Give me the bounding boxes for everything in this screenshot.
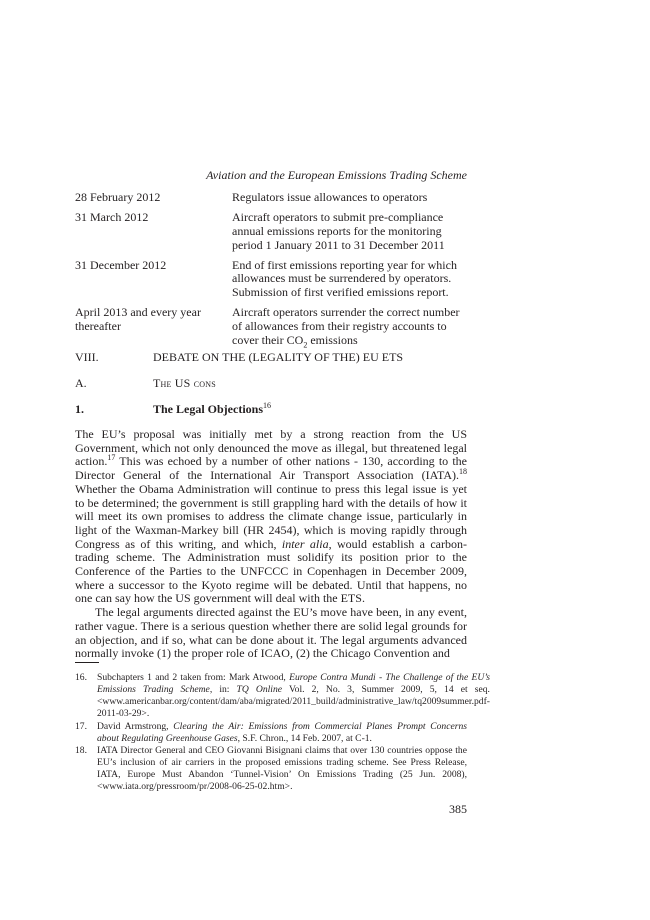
footnote-italic: TQ Online bbox=[236, 683, 283, 695]
footnote-segment: Vol. 2, No. 3, Summer 2009, 5, 14 et seq. <www.americanbar.org/content/dam/aba/migrated/2011_build/administrative_law/tq2009summer.pdf-2011-03-29>. bbox=[97, 683, 490, 719]
footnote-divider bbox=[75, 662, 99, 663]
footnote-ref: 18 bbox=[459, 467, 467, 477]
footnote-ref: 17 bbox=[107, 453, 116, 463]
paragraph bbox=[75, 428, 467, 606]
footnote-segment: , in: bbox=[209, 683, 237, 695]
footnote bbox=[75, 672, 490, 720]
footnote bbox=[75, 721, 467, 745]
footnote-segment: David Armstrong, bbox=[97, 720, 174, 732]
timeline-event-text: emissions bbox=[307, 332, 358, 347]
footnote-italic: Clearing the Air: Emissions from Commercial Planes Prompt Concerns about Regulating Greenhouse Gases bbox=[97, 720, 467, 744]
paragraph-text: This was echoed by a number of other nations - 130, according to the Director General of the International Air Transport Association (IATA). bbox=[75, 454, 467, 483]
timeline-row bbox=[75, 191, 467, 205]
paragraph-italic: inter alia bbox=[281, 536, 329, 551]
timeline-date: 28 February 2012 bbox=[75, 190, 161, 204]
paragraph-text: The EU’s proposal was initially met by a strong reaction from the US Government, which not only denounced the move as illegal, but threatened legal action. bbox=[75, 427, 467, 469]
timeline-event: Aircraft operators to submit pre-compliance annual emissions reports for the monitoring period 1 January 2011 to 31 December 2011 bbox=[232, 210, 445, 252]
footnote bbox=[75, 745, 467, 793]
page-number: 385 bbox=[449, 802, 467, 816]
paragraph-text: Whether the Obama Administration will continue to press this legal issue is yet to be determined; the government is still grappling hard with the details of how it will meet its own promises to address the climate change issue, particularly in light of the Waxman-Markey bill (HR 2454), which is moving rapidly through Congress as of this writing, and which, bbox=[75, 481, 467, 551]
footnote-text: IATA Director General and CEO Giovanni Bisignani claims that over 130 countries oppose the EU’s inclusion of air carriers in the proposed emissions trading scheme. See Press Release, IATA, Europe Must Abandon ‘Tunnel-Vision’ On Emissions Trading (25 Jun. 2008), <www.iata.org/pressroom/pr/2008-06-25-02.htm>. bbox=[97, 745, 467, 793]
timeline-event: Regulators issue allowances to operators bbox=[232, 190, 428, 204]
timeline-row bbox=[75, 306, 467, 347]
book-page bbox=[75, 0, 490, 920]
co2-subscript: 2 bbox=[303, 339, 308, 349]
timeline-date: April 2013 and every year thereafter bbox=[75, 305, 201, 333]
section-heading-viii bbox=[75, 350, 403, 364]
timeline-event bbox=[232, 306, 467, 347]
section-title: DEBATE ON THE (LEGALITY OF THE) EU ETS bbox=[153, 350, 404, 364]
subsection-title: The US cons bbox=[153, 376, 216, 390]
timeline-event: End of first emissions reporting year for which allowances must be surrendered by operators. Submission of first verified emissions report. bbox=[232, 257, 457, 299]
footnote-text bbox=[97, 721, 467, 745]
section-number: VIII. bbox=[75, 350, 99, 364]
footnote-text bbox=[97, 672, 490, 720]
footnote-ref: 16 bbox=[263, 401, 271, 410]
footnote-number: 18. bbox=[75, 745, 87, 757]
subsubsection-title: The Legal Objections bbox=[153, 402, 263, 416]
footnote-segment: , S.F. Chron., 14 Feb. 2007, at C-1. bbox=[237, 732, 372, 744]
timeline-row bbox=[75, 259, 467, 300]
subsection-heading-a bbox=[75, 376, 216, 390]
paragraph-text: , would establish a carbon-trading scheme. The Administration must solidify its position prior to the Conference of the Parties to the UNFCCC in Copenhagen in December 2009, where a successor to the Kyoto regime will be debated. Until that happens, no one can say how the US government will deal with the ETS. bbox=[75, 536, 468, 606]
body-text bbox=[75, 428, 467, 661]
subsubsection-heading-1 bbox=[75, 402, 271, 416]
running-header: Aviation and the European Emissions Trading Scheme bbox=[206, 168, 467, 182]
footnotes bbox=[75, 672, 490, 794]
subsubsection-number: 1. bbox=[75, 402, 84, 416]
footnote-number: 17. bbox=[75, 720, 87, 732]
timeline-event-text: Aircraft operators surrender the correct number of allowances from their registry accounts to cover their CO bbox=[232, 305, 460, 347]
paragraph: The legal arguments directed against the EU’s move have been, in any event, rather vague. There is a serious question whether there are solid legal grounds for an objection, and if so, what can be done about it. The legal arguments advanced normally invoke (1) the proper role of ICAO, (2) the Chicago Convention and bbox=[75, 605, 467, 661]
timeline-row bbox=[75, 211, 467, 252]
timeline-date: 31 March 2012 bbox=[75, 210, 149, 225]
footnote-segment: Subchapters 1 and 2 taken from: Mark Atwood, bbox=[97, 672, 290, 683]
timeline-date: 31 December 2012 bbox=[75, 257, 167, 272]
subsection-number: A. bbox=[75, 376, 87, 390]
footnote-italic: Europe Contra Mundi - The Challenge of the EU’s Emissions Trading Scheme bbox=[97, 672, 490, 695]
compliance-timeline bbox=[75, 191, 467, 347]
footnote-number: 16. bbox=[75, 672, 87, 683]
